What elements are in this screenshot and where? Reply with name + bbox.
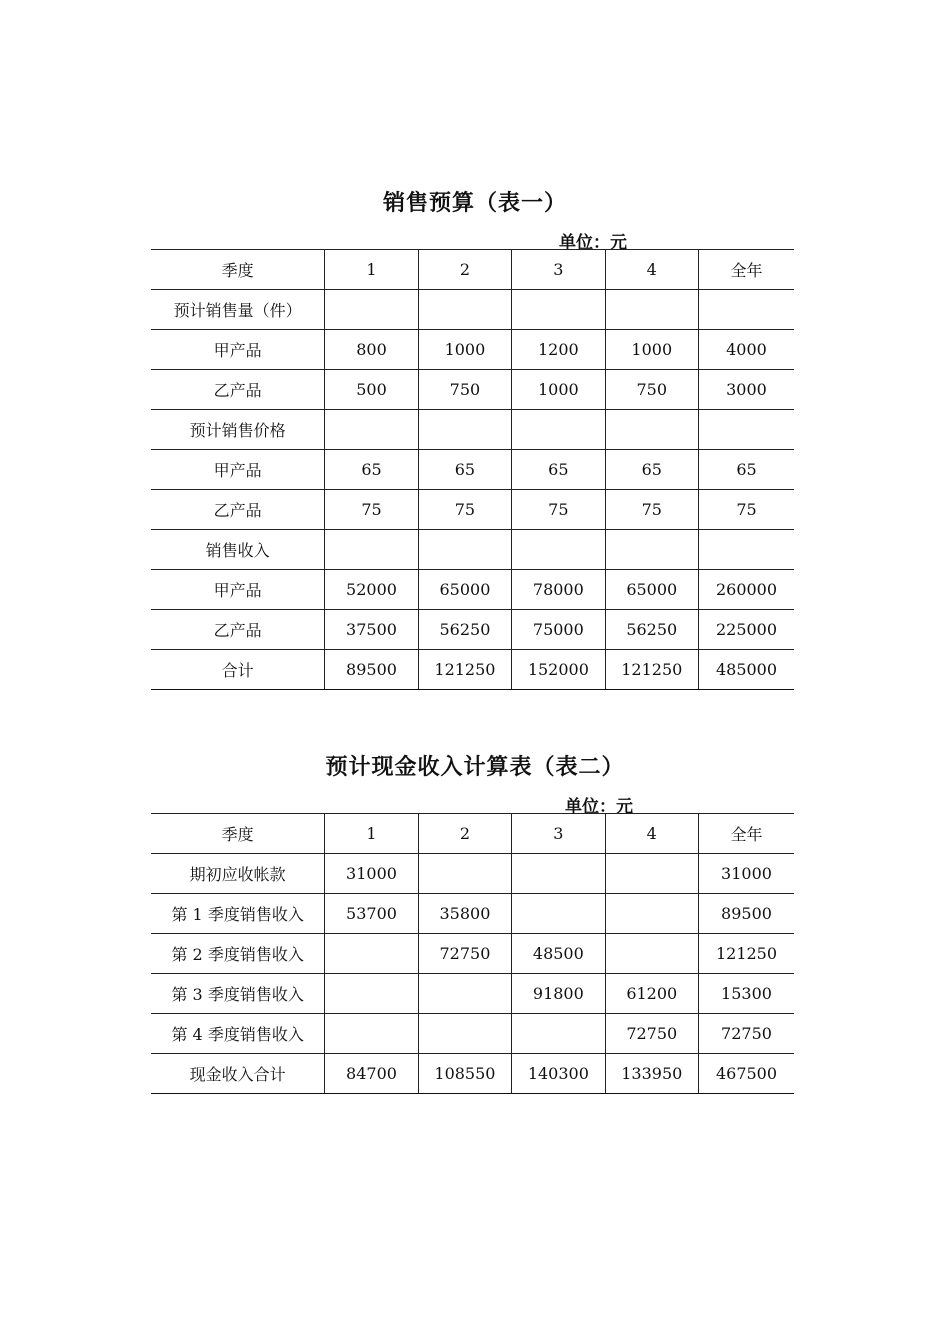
row-label-cell: 第 2 季度销售收入: [151, 934, 325, 974]
header-row: [151, 814, 794, 854]
sales-budget-title: 销售预算（表一）: [382, 191, 567, 216]
value-cell: 56250: [605, 610, 698, 650]
value-cell: 84700: [325, 1054, 418, 1094]
value-cell: 75: [325, 490, 418, 530]
value-cell: [512, 894, 605, 934]
sales-budget-table: [151, 249, 794, 690]
value-cell: 75: [512, 490, 605, 530]
value-cell: 1: [325, 250, 418, 290]
value-cell: 1000: [418, 330, 511, 370]
table-row: [151, 934, 794, 974]
table-row: [151, 410, 794, 450]
value-cell: 1200: [512, 330, 605, 370]
value-cell: [418, 974, 511, 1014]
value-cell: 75: [605, 490, 698, 530]
value-cell: 4: [605, 250, 698, 290]
row-label-cell: 期初应收帐款: [151, 854, 325, 894]
cash-receipts-table: [151, 813, 794, 1094]
table-row: [151, 570, 794, 610]
sales-budget-unit: 单位：元: [559, 233, 627, 253]
value-cell: 65000: [418, 570, 511, 610]
value-cell: 467500: [698, 1054, 794, 1094]
value-cell: [605, 410, 698, 450]
value-cell: 3: [512, 814, 605, 854]
value-cell: 72750: [698, 1014, 794, 1054]
value-cell: 65: [512, 450, 605, 490]
value-cell: 89500: [698, 894, 794, 934]
value-cell: 31000: [325, 854, 418, 894]
value-cell: [418, 530, 511, 570]
value-cell: 65: [325, 450, 418, 490]
value-cell: 121250: [418, 650, 511, 690]
value-cell: 全年: [698, 814, 794, 854]
table-row: [151, 450, 794, 490]
value-cell: 500: [325, 370, 418, 410]
table-row: [151, 1014, 794, 1054]
value-cell: 121250: [605, 650, 698, 690]
value-cell: 1000: [512, 370, 605, 410]
value-cell: [605, 290, 698, 330]
row-label-cell: 预计销售价格: [151, 410, 325, 450]
header-row: [151, 250, 794, 290]
value-cell: [698, 410, 794, 450]
value-cell: [418, 854, 511, 894]
table-row: [151, 894, 794, 934]
row-label-cell: 第 3 季度销售收入: [151, 974, 325, 1014]
value-cell: [325, 1014, 418, 1054]
value-cell: [325, 410, 418, 450]
value-cell: 全年: [698, 250, 794, 290]
row-label-cell: 现金收入合计: [151, 1054, 325, 1094]
value-cell: 65: [605, 450, 698, 490]
value-cell: [512, 854, 605, 894]
table-row: [151, 490, 794, 530]
value-cell: 133950: [605, 1054, 698, 1094]
value-cell: 78000: [512, 570, 605, 610]
table-row: [151, 330, 794, 370]
value-cell: 65: [418, 450, 511, 490]
row-label-cell: 预计销售量（件）: [151, 290, 325, 330]
value-cell: 72750: [605, 1014, 698, 1054]
value-cell: [512, 1014, 605, 1054]
value-cell: [325, 934, 418, 974]
value-cell: [605, 894, 698, 934]
row-label-cell: 甲产品: [151, 450, 325, 490]
value-cell: [325, 530, 418, 570]
table-row: [151, 290, 794, 330]
value-cell: 485000: [698, 650, 794, 690]
value-cell: 2: [418, 250, 511, 290]
value-cell: 15300: [698, 974, 794, 1014]
value-cell: 61200: [605, 974, 698, 1014]
value-cell: 4000: [698, 330, 794, 370]
table-row: [151, 854, 794, 894]
row-label-cell: 第 4 季度销售收入: [151, 1014, 325, 1054]
table-row: [151, 610, 794, 650]
row-label-cell: 甲产品: [151, 330, 325, 370]
value-cell: 31000: [698, 854, 794, 894]
cash-receipts-unit: 单位：元: [565, 797, 633, 817]
value-cell: [325, 290, 418, 330]
value-cell: 750: [605, 370, 698, 410]
value-cell: 75: [418, 490, 511, 530]
value-cell: 56250: [418, 610, 511, 650]
value-cell: 800: [325, 330, 418, 370]
row-label-cell: 乙产品: [151, 610, 325, 650]
table-row: [151, 370, 794, 410]
value-cell: 140300: [512, 1054, 605, 1094]
value-cell: 65: [698, 450, 794, 490]
value-cell: 37500: [325, 610, 418, 650]
table-row: [151, 974, 794, 1014]
value-cell: 108550: [418, 1054, 511, 1094]
value-cell: 75: [698, 490, 794, 530]
value-cell: [512, 530, 605, 570]
value-cell: [698, 290, 794, 330]
value-cell: 152000: [512, 650, 605, 690]
table-row: [151, 650, 794, 690]
value-cell: 72750: [418, 934, 511, 974]
row-label-cell: 乙产品: [151, 370, 325, 410]
row-label-cell: 乙产品: [151, 490, 325, 530]
value-cell: 260000: [698, 570, 794, 610]
value-cell: [605, 530, 698, 570]
value-cell: 3000: [698, 370, 794, 410]
value-cell: 65000: [605, 570, 698, 610]
value-cell: 52000: [325, 570, 418, 610]
row-label-cell: 季度: [151, 250, 325, 290]
value-cell: 2: [418, 814, 511, 854]
value-cell: 121250: [698, 934, 794, 974]
value-cell: [418, 290, 511, 330]
value-cell: [698, 530, 794, 570]
value-cell: 1: [325, 814, 418, 854]
table-row: [151, 1054, 794, 1094]
table-row: [151, 530, 794, 570]
value-cell: [418, 410, 511, 450]
value-cell: [605, 934, 698, 974]
row-label-cell: 销售收入: [151, 530, 325, 570]
row-label-cell: 季度: [151, 814, 325, 854]
value-cell: 35800: [418, 894, 511, 934]
value-cell: 75000: [512, 610, 605, 650]
value-cell: [418, 1014, 511, 1054]
value-cell: [325, 974, 418, 1014]
value-cell: 53700: [325, 894, 418, 934]
value-cell: [512, 410, 605, 450]
value-cell: 91800: [512, 974, 605, 1014]
row-label-cell: 合计: [151, 650, 325, 690]
value-cell: 3: [512, 250, 605, 290]
value-cell: 225000: [698, 610, 794, 650]
value-cell: [605, 854, 698, 894]
value-cell: [512, 290, 605, 330]
value-cell: 48500: [512, 934, 605, 974]
value-cell: 4: [605, 814, 698, 854]
value-cell: 1000: [605, 330, 698, 370]
cash-receipts-title: 预计现金收入计算表（表二）: [325, 755, 625, 780]
value-cell: 750: [418, 370, 511, 410]
row-label-cell: 甲产品: [151, 570, 325, 610]
value-cell: 89500: [325, 650, 418, 690]
row-label-cell: 第 1 季度销售收入: [151, 894, 325, 934]
